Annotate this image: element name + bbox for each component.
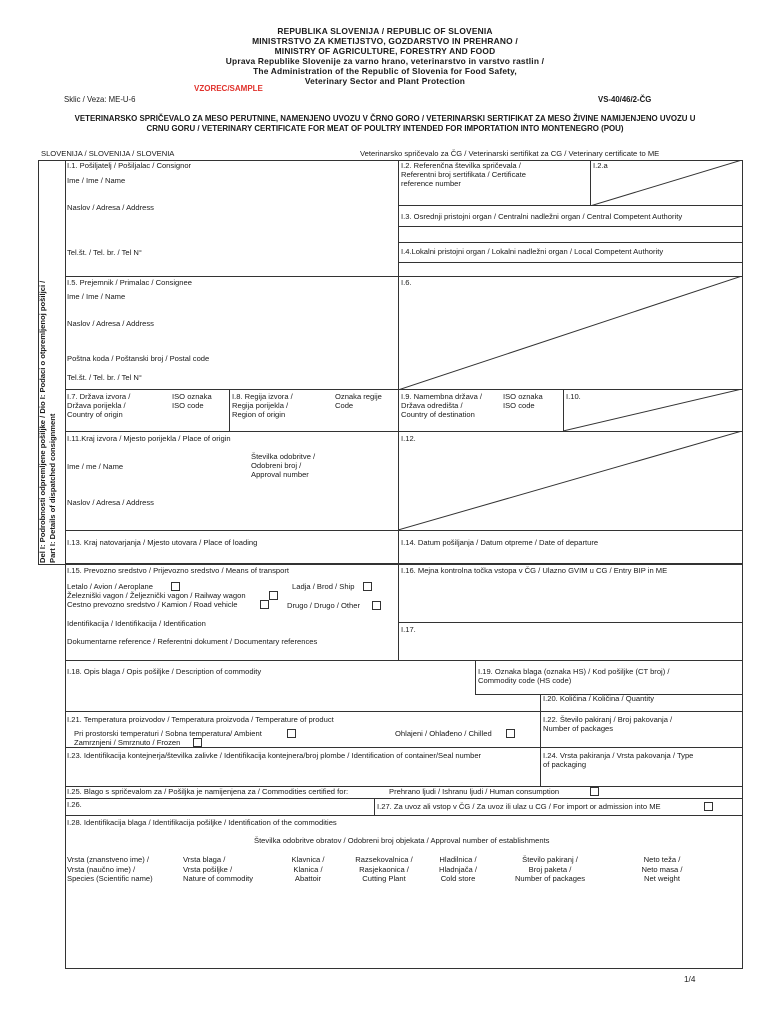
- transport-aeroplane-label: Letalo / Avion / Aeroplane: [67, 582, 153, 591]
- field-i13-place-of-loading: I.13. Kraj natovarjanja / Mjesto utovara / Place of loading: [67, 538, 258, 547]
- human-consumption-checkbox[interactable]: [590, 787, 599, 796]
- field-i16-entry-bip: I.16. Mejna kontrolna točka vstopa v ČG / Ulazno GVIM u CG / Entry BIP in ME: [401, 566, 668, 575]
- column-abattoir: Klavnica / Klanica / Abattoir: [291, 855, 325, 884]
- country-label: SLOVENIJA / SLOVENIJA / SLOVENIA: [41, 149, 175, 158]
- row-line: [398, 226, 742, 227]
- approval-number-line1: Številka odobritve /: [251, 452, 316, 461]
- part-one-side-label: Del I: Podrobnosti odpremljene pošiljke / Dio I: Podaci o otpremljenoj pošiljci / Part I: Details of dispatched consignment: [38, 280, 57, 563]
- consignee-name-label: Ime / Ime / Name: [67, 292, 126, 301]
- field-i24-line1: I.24. Vrsta pakiranja / Vrsta pakovanja / Type: [543, 751, 694, 760]
- part-one-outer-left: [38, 160, 39, 564]
- field-i11-place-of-origin: I.11.Kraj izvora / Mjesto porijekla / Place of origin: [67, 434, 231, 443]
- aeroplane-checkbox[interactable]: [171, 582, 180, 591]
- header-ministry-en: MINISTRY OF AGRICULTURE, FORESTRY AND FOOD: [274, 46, 496, 56]
- certificate-title-line2: CRNU GORU / VETERINARY CERTIFICATE FOR MEAT OF POULTRY INTENDED FOR IMPORTATION INTO MONTENEGRO (POU): [146, 124, 624, 133]
- column-cutting-plant: Razsekovalnica / Rasjekaonica / Cutting Plant: [355, 855, 413, 884]
- field-i19-line2: Commodity code (HS code): [478, 676, 572, 685]
- consignor-address-label: Naslov / Adresa / Address: [67, 203, 154, 212]
- field-i28-identification: I.28. Identifikacija blaga / Identifikacija pošiljke / Identification of the commodities: [67, 818, 337, 827]
- header-sector: Veterinary Sector and Plant Protection: [304, 76, 466, 86]
- field-i10: I.10.: [566, 392, 581, 401]
- region-code-line2: Code: [335, 401, 354, 410]
- field-i9-line2: Država odredišta /: [401, 401, 463, 410]
- transport-railway-label: Železniški vagon / Željeznički vagon / Railway wagon: [67, 591, 246, 600]
- i22-divider: [540, 711, 541, 787]
- field-i8-line1: I.8. Regija izvora /: [232, 392, 293, 401]
- field-i7-line1: I.7. Država izvora /: [67, 392, 131, 401]
- field-i26: I.26.: [67, 800, 82, 809]
- row-line: [65, 711, 742, 712]
- origin-address-label: Naslov / Adresa / Address: [67, 498, 154, 507]
- temperature-frozen-label: Zamrznjeni / Smrznuto / Frozen: [74, 738, 181, 747]
- header-ministry: MINISTRSTVO ZA KMETIJSTVO, GOZDARSTVO IN PREHRANO /: [252, 36, 518, 46]
- frozen-checkbox[interactable]: [193, 738, 202, 747]
- form-bottom-border: [65, 968, 743, 969]
- field-i23-container: I.23. Identifikacija kontejnerja/številka zalivke / Identifikacija kontejnera/broj plombe / Identification of container/Seal number: [67, 751, 482, 760]
- documentary-references-label: Dokumentarne reference / Referentni dokument / Documentary references: [67, 637, 318, 646]
- row-line: [398, 262, 742, 263]
- transport-ship-label: Ladja / Brod / Ship: [292, 582, 355, 591]
- column-net-weight: Neto teža / Neto masa / Net weight: [641, 855, 683, 884]
- field-i15-means-of-transport: I.15. Prevozno sredstvo / Prijevozno sredstvo / Means of transport: [67, 566, 290, 575]
- row-line: [65, 530, 742, 531]
- road-vehicle-checkbox[interactable]: [260, 600, 269, 609]
- consignee-address-label: Naslov / Adresa / Address: [67, 319, 154, 328]
- establishments-approval-label: Številka odobritve obratov / Odobreni broj objekata / Approval number of establishments: [254, 836, 550, 845]
- row-line: [65, 563, 742, 564]
- form-right-border: [742, 160, 743, 968]
- column-packages: Število pakiranj / Broj paketa / Number of packages: [514, 855, 586, 884]
- iso9-line1: ISO oznaka: [503, 392, 543, 401]
- field-i12: I.12.: [401, 434, 416, 443]
- origin-name-label: Ime / me / Name: [67, 462, 124, 471]
- field-i20-quantity: I.20. Količina / Količina / Quantity: [543, 694, 655, 703]
- i16-divider: [398, 564, 399, 660]
- field-i8-line3: Region of origin: [232, 410, 286, 419]
- field-i18-description: I.18. Opis blaga / Opis pošiljke / Description of commodity: [67, 667, 262, 676]
- iso7-line1: ISO oznaka: [172, 392, 212, 401]
- ship-checkbox[interactable]: [363, 582, 372, 591]
- header-administration-en: The Administration of the Republic of Slovenia for Food Safety,: [253, 66, 517, 76]
- temperature-chilled-label: Ohlajeni / Ohlađeno / Chilled: [395, 729, 492, 738]
- column-species: Vrsta (znanstveno ime) / Vrsta (naučno ime) / Species (Scientific name): [67, 855, 153, 884]
- certificate-title-line1: VETERINARSKO SPRIČEVALO ZA MESO PERUTNINE, NAMENJENO UVOZU V ČRNO GORO / VETERINARSKI SERTIFIKAT ZA MESO ŽIVINE NAMIJENJENO UVOZU U: [74, 114, 696, 123]
- field-i27-import: I.27. Za uvoz ali vstop v ČG / Za uvoz ili ulaz u CG / For import or admission into ME: [377, 802, 661, 811]
- field-i2a: I.2.a: [593, 161, 608, 170]
- row-line: [398, 622, 742, 623]
- i12-cross-line: [398, 431, 742, 530]
- header-administration: Uprava Republike Slovenije za varno hrano, veterinarstvo in varstvo rastlin /: [225, 56, 545, 66]
- field-i14-date-of-departure: I.14. Datum pošiljanja / Datum otpreme / Date of departure: [401, 538, 599, 547]
- field-i19-line1: I.19. Oznaka blaga (oznaka HS) / Kod pošiljke (CT broj) /: [478, 667, 670, 676]
- human-consumption-label: Prehrano ljudi / Ishranu ljudi / Human consumption: [389, 787, 560, 796]
- iso7-line2: ISO code: [172, 401, 204, 410]
- field-i2-line2: Referentni broj sertifikata / Certificate: [401, 170, 526, 179]
- field-i9-line3: Country of destination: [401, 410, 475, 419]
- consignee-tel-label: Tel.št. / Tel. br. / Tel N°: [67, 373, 142, 382]
- i27-divider: [374, 798, 375, 815]
- column-cold-store: Hladilnica / Hladnjača / Cold store: [439, 855, 477, 884]
- transport-other-label: Drugo / Drugo / Other: [287, 601, 361, 610]
- page-number: 1/4: [684, 975, 696, 984]
- field-i5-consignee: I.5. Prejemnik / Primalac / Consignee: [67, 278, 192, 287]
- i19-divider: [475, 660, 476, 694]
- row-line: [65, 564, 742, 565]
- temperature-ambient-label: Pri prostorski temperaturi / Sobna temperatura/ Ambient: [74, 729, 262, 738]
- region-code-line1: Oznaka regije: [335, 392, 382, 401]
- field-i22-line2: Number of packages: [543, 724, 614, 733]
- i2a-cross-line: [590, 160, 742, 206]
- consignee-postal-label: Poštna koda / Poštanski broj / Postal code: [67, 354, 210, 363]
- i8-divider: [229, 389, 230, 431]
- column-nature: Vrsta blaga / Vrsta pošiljke / Nature of commodity: [183, 855, 254, 884]
- i20-divider: [540, 694, 541, 712]
- field-i22-line1: I.22. Število pakiranj / Broj pakovanja /: [543, 715, 673, 724]
- part-one-bottom: [38, 564, 66, 565]
- field-i9-line1: I.9. Namembna država /: [401, 392, 483, 401]
- field-i7-line3: Country of origin: [67, 410, 123, 419]
- approval-number-line3: Approval number: [251, 470, 309, 479]
- other-transport-checkbox[interactable]: [372, 601, 381, 610]
- field-i8-line2: Regija porijekla /: [232, 401, 289, 410]
- consignor-name-label: Ime / Ime / Name: [67, 176, 126, 185]
- field-i2-line1: I.2. Referenčna številka spričevala /: [401, 161, 521, 170]
- consignor-tel-label: Tel.št. / Tel. br. / Tel N°: [67, 248, 142, 257]
- reference-right: VS-40/46/2-ČG: [598, 95, 652, 104]
- field-i4-local-authority: I.4.Lokalni pristojni organ / Lokalni nadležni organ / Local Competent Authority: [401, 247, 664, 256]
- header-republic: REPUBLIKA SLOVENIJA / REPUBLIC OF SLOVENIA: [277, 26, 493, 36]
- chilled-checkbox[interactable]: [506, 729, 515, 738]
- ambient-checkbox[interactable]: [287, 729, 296, 738]
- row-line: [65, 660, 742, 661]
- field-i1-consignor: I.1. Pošiljatelj / Pošiljalac / Consignor: [67, 161, 192, 170]
- sample-stamp: VZOREC/SAMPLE: [194, 84, 263, 93]
- certificate-note: Veterinarsko spričevalo za ČG / Veterinarski sertifikat za CG / Veterinary certificate to ME: [360, 149, 660, 158]
- field-i24-line2: of packaging: [543, 760, 587, 769]
- identification-label: Identifikacija / Identifikacija / Identification: [67, 619, 206, 628]
- transport-road-label: Cestno prevozno sredstvo / Kamion / Road vehicle: [67, 600, 238, 609]
- field-i17: I.17.: [401, 625, 416, 634]
- field-i6: I.6.: [401, 278, 412, 287]
- approval-number-line2: Odobreni broj /: [251, 461, 302, 470]
- field-i7-line2: Država porijekla /: [67, 401, 126, 410]
- row-line: [65, 798, 742, 799]
- railway-checkbox[interactable]: [269, 591, 278, 600]
- row-line: [65, 815, 742, 816]
- field-i25-certified-for: I.25. Blago s spričevalom za / Pošiljka je namijenjena za / Commodities certified for:: [67, 787, 349, 796]
- row-line: [398, 242, 742, 243]
- i6-cross-line: [398, 276, 742, 390]
- iso9-line2: ISO code: [503, 401, 535, 410]
- reference-left: Sklic / Veza: ME-U-6: [64, 95, 136, 104]
- field-i3-central-authority: I.3. Osrednji pristojni organ / Centralni nadležni organ / Central Competent Authority: [401, 212, 683, 221]
- import-checkbox[interactable]: [704, 802, 713, 811]
- i10-cross-line: [563, 389, 742, 431]
- field-i2-line3: reference number: [401, 179, 461, 188]
- field-i21-temperature: I.21. Temperatura proizvodov / Temperatura proizvoda / Temperature of product: [67, 715, 334, 724]
